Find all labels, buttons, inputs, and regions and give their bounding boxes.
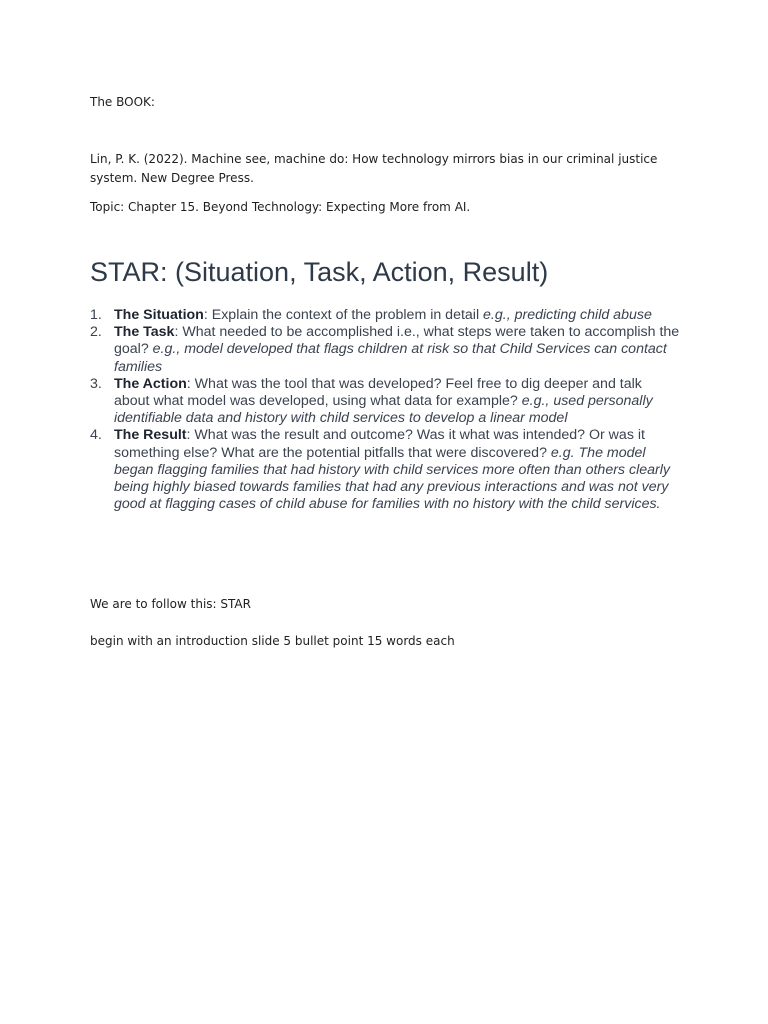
- star-item-example: e.g., used personally identifiable data and history with child services to develop a linear model: [114, 393, 653, 427]
- star-item-description: : What needed to be accomplished i.e., what steps were taken to accomplish the goal?: [114, 324, 680, 358]
- star-heading: STAR: (Situation, Task, Action, Result): [90, 257, 549, 287]
- citation: Lin, P. K. (2022). Machine see, machine do: How technology mirrors bias in our criminal justice system. New Degree Press.: [90, 152, 658, 185]
- star-item-action: [90, 376, 680, 428]
- star-item-number: 1.: [90, 307, 102, 323]
- star-item-example: e.g. The model began flagging families that had history with child services more often than others clearly being highly biased towards families that had any previous interactions and was not very good at flagging cases of child abuse for families with no history with the child services.: [114, 444, 670, 513]
- star-item-term: The Action: [114, 375, 187, 392]
- book-label: The BOOK:: [90, 95, 155, 109]
- star-item-description: : What was the result and outcome? Was it what was intended? Or was it something else? What are the potential pitfalls that were discovered?: [114, 427, 645, 461]
- star-item-result: [90, 427, 680, 513]
- intro-line: begin with an introduction slide 5 bullet point 15 words each: [90, 634, 455, 648]
- star-list: [90, 307, 680, 513]
- star-item-example: e.g., model developed that flags children at risk so that Child Services can contact families: [114, 341, 667, 375]
- topic-line: Topic: Chapter 15. Beyond Technology: Expecting More from AI.: [90, 200, 471, 214]
- star-item-example: e.g., predicting child abuse: [483, 307, 652, 323]
- star-item-description: : What was the tool that was developed? Feel free to dig deeper and talk about what model was developed, using what data for example?: [114, 375, 642, 410]
- star-item-term: The Result: [114, 427, 187, 444]
- star-item-term: The Situation: [114, 307, 204, 323]
- star-item-number: 3.: [90, 375, 102, 392]
- star-item-term: The Task: [114, 324, 175, 341]
- star-item-task: [90, 324, 680, 376]
- star-item-number: 2.: [90, 324, 102, 341]
- follow-line: We are to follow this: STAR: [90, 597, 251, 611]
- star-item-number: 4.: [90, 427, 102, 444]
- star-item-description: : Explain the context of the problem in detail: [203, 307, 484, 323]
- star-item-situation: [90, 307, 680, 324]
